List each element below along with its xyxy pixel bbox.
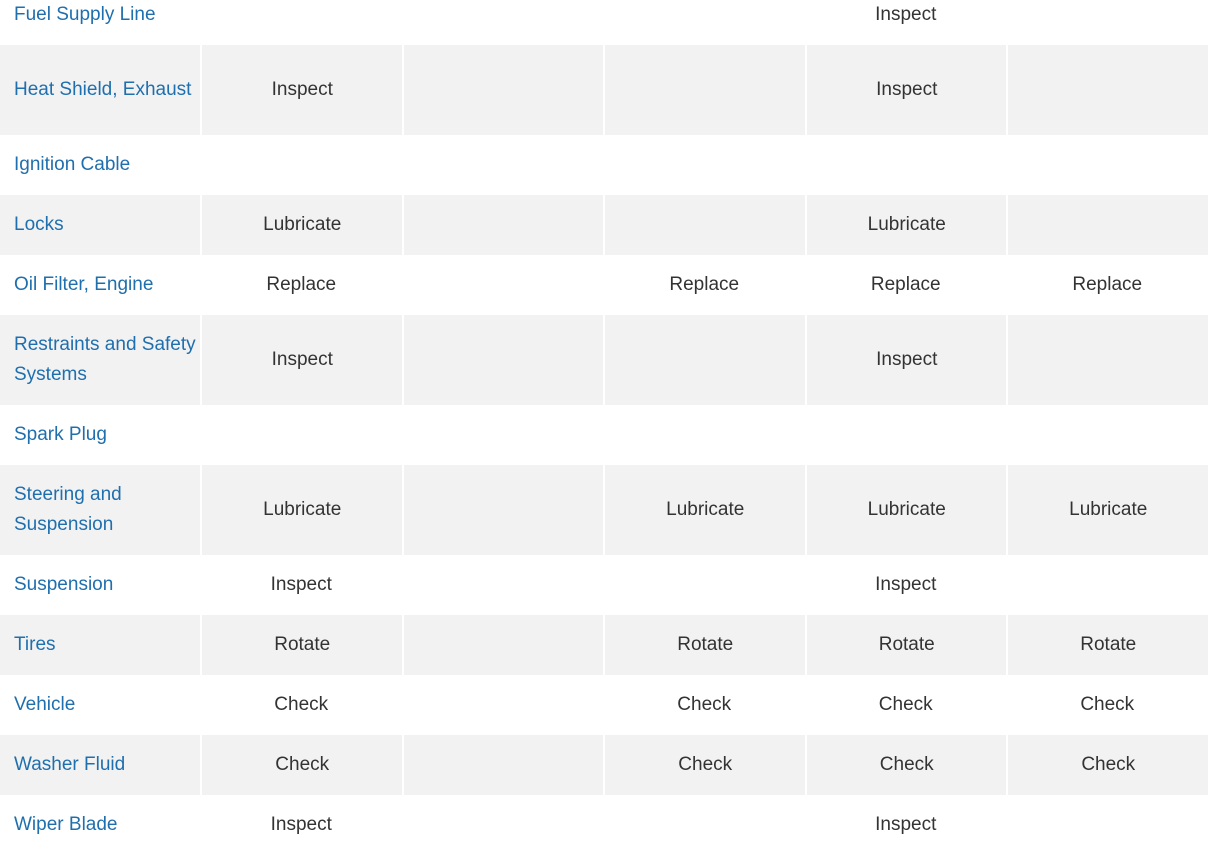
table-cell — [200, 405, 402, 465]
table-cell — [200, 135, 402, 195]
table-cell: Rotate — [603, 615, 805, 675]
table-cell — [603, 45, 805, 135]
table-row — [0, 0, 1208, 45]
table-cell — [200, 0, 402, 45]
table-cell — [402, 0, 604, 45]
table-cell — [603, 135, 805, 195]
table-cell — [1006, 555, 1208, 615]
table-cell — [603, 0, 805, 45]
item-link-tires[interactable]: Tires — [0, 615, 200, 675]
table-cell — [603, 315, 805, 405]
table-cell — [402, 795, 604, 855]
table-row — [0, 195, 1208, 255]
table-cell: Replace — [1072, 274, 1143, 295]
table-cell — [1006, 0, 1208, 45]
table-cell — [1006, 315, 1208, 405]
table-cell: Rotate — [805, 615, 1007, 675]
item-link-steering-and-suspension[interactable]: Steering and Suspension — [0, 465, 200, 555]
table-cell: Check — [805, 735, 1007, 795]
table-cell: Inspect — [270, 814, 332, 835]
table-row — [0, 555, 1208, 615]
item-link-oil-filter-engine[interactable]: Oil Filter, Engine — [14, 274, 154, 295]
table-row — [0, 465, 1208, 555]
table-cell — [402, 195, 604, 255]
table-cell — [1006, 795, 1208, 855]
table-cell — [402, 135, 604, 195]
table-cell — [402, 555, 604, 615]
table-cell — [402, 675, 604, 735]
table-cell: Check — [677, 694, 732, 715]
table-cell — [603, 405, 805, 465]
table-row — [0, 615, 1208, 675]
table-cell — [603, 555, 805, 615]
item-link-fuel-supply-line[interactable]: Fuel Supply Line — [14, 4, 156, 25]
table-cell: Replace — [870, 274, 941, 295]
table-cell: Inspect — [875, 4, 937, 25]
table-cell: Check — [1006, 735, 1208, 795]
table-cell — [1006, 195, 1208, 255]
item-link-restraints-and-safety-systems[interactable]: Restraints and Safety Systems — [0, 315, 200, 405]
table-row — [0, 795, 1208, 855]
table-row — [0, 135, 1208, 195]
table-cell: Check — [200, 735, 402, 795]
table-cell: Inspect — [805, 315, 1007, 405]
table-cell — [402, 315, 604, 405]
table-row — [0, 45, 1208, 135]
item-link-locks[interactable]: Locks — [0, 195, 200, 255]
item-link-wiper-blade[interactable]: Wiper Blade — [14, 814, 118, 835]
table-cell: Check — [878, 694, 933, 715]
table-cell — [805, 405, 1007, 465]
table-row — [0, 255, 1208, 315]
item-link-vehicle[interactable]: Vehicle — [14, 694, 76, 715]
table-cell — [402, 735, 604, 795]
item-link-heat-shield-exhaust[interactable]: Heat Shield, Exhaust — [0, 45, 200, 135]
table-cell — [402, 615, 604, 675]
table-cell — [603, 195, 805, 255]
table-cell: Inspect — [200, 315, 402, 405]
table-cell: Rotate — [200, 615, 402, 675]
table-cell: Lubricate — [805, 465, 1007, 555]
item-link-washer-fluid[interactable]: Washer Fluid — [0, 735, 200, 795]
table-cell: Check — [1080, 694, 1135, 715]
table-cell — [402, 45, 604, 135]
table-cell: Inspect — [270, 574, 332, 595]
table-row — [0, 735, 1208, 795]
table-cell — [1006, 45, 1208, 135]
table-row — [0, 675, 1208, 735]
table-cell — [805, 135, 1007, 195]
table-cell: Inspect — [200, 45, 402, 135]
table-cell: Lubricate — [1006, 465, 1208, 555]
table-cell — [402, 405, 604, 465]
table-cell — [603, 795, 805, 855]
table-cell: Replace — [669, 274, 740, 295]
table-cell — [402, 465, 604, 555]
table-cell: Lubricate — [603, 465, 805, 555]
table-cell: Check — [603, 735, 805, 795]
table-cell: Lubricate — [200, 465, 402, 555]
table-cell — [1006, 405, 1208, 465]
table-cell: Inspect — [805, 45, 1007, 135]
table-cell: Inspect — [875, 574, 937, 595]
table-cell: Lubricate — [200, 195, 402, 255]
table-cell — [402, 255, 604, 315]
table-cell — [1006, 135, 1208, 195]
table-cell: Replace — [266, 274, 337, 295]
table-cell: Inspect — [875, 814, 937, 835]
table-row — [0, 315, 1208, 405]
table-row — [0, 405, 1208, 465]
table-cell: Rotate — [1006, 615, 1208, 675]
item-link-suspension[interactable]: Suspension — [14, 574, 114, 595]
table-cell: Lubricate — [805, 195, 1007, 255]
item-link-spark-plug[interactable]: Spark Plug — [14, 424, 107, 445]
item-link-ignition-cable[interactable]: Ignition Cable — [14, 154, 131, 175]
table-cell: Check — [274, 694, 329, 715]
